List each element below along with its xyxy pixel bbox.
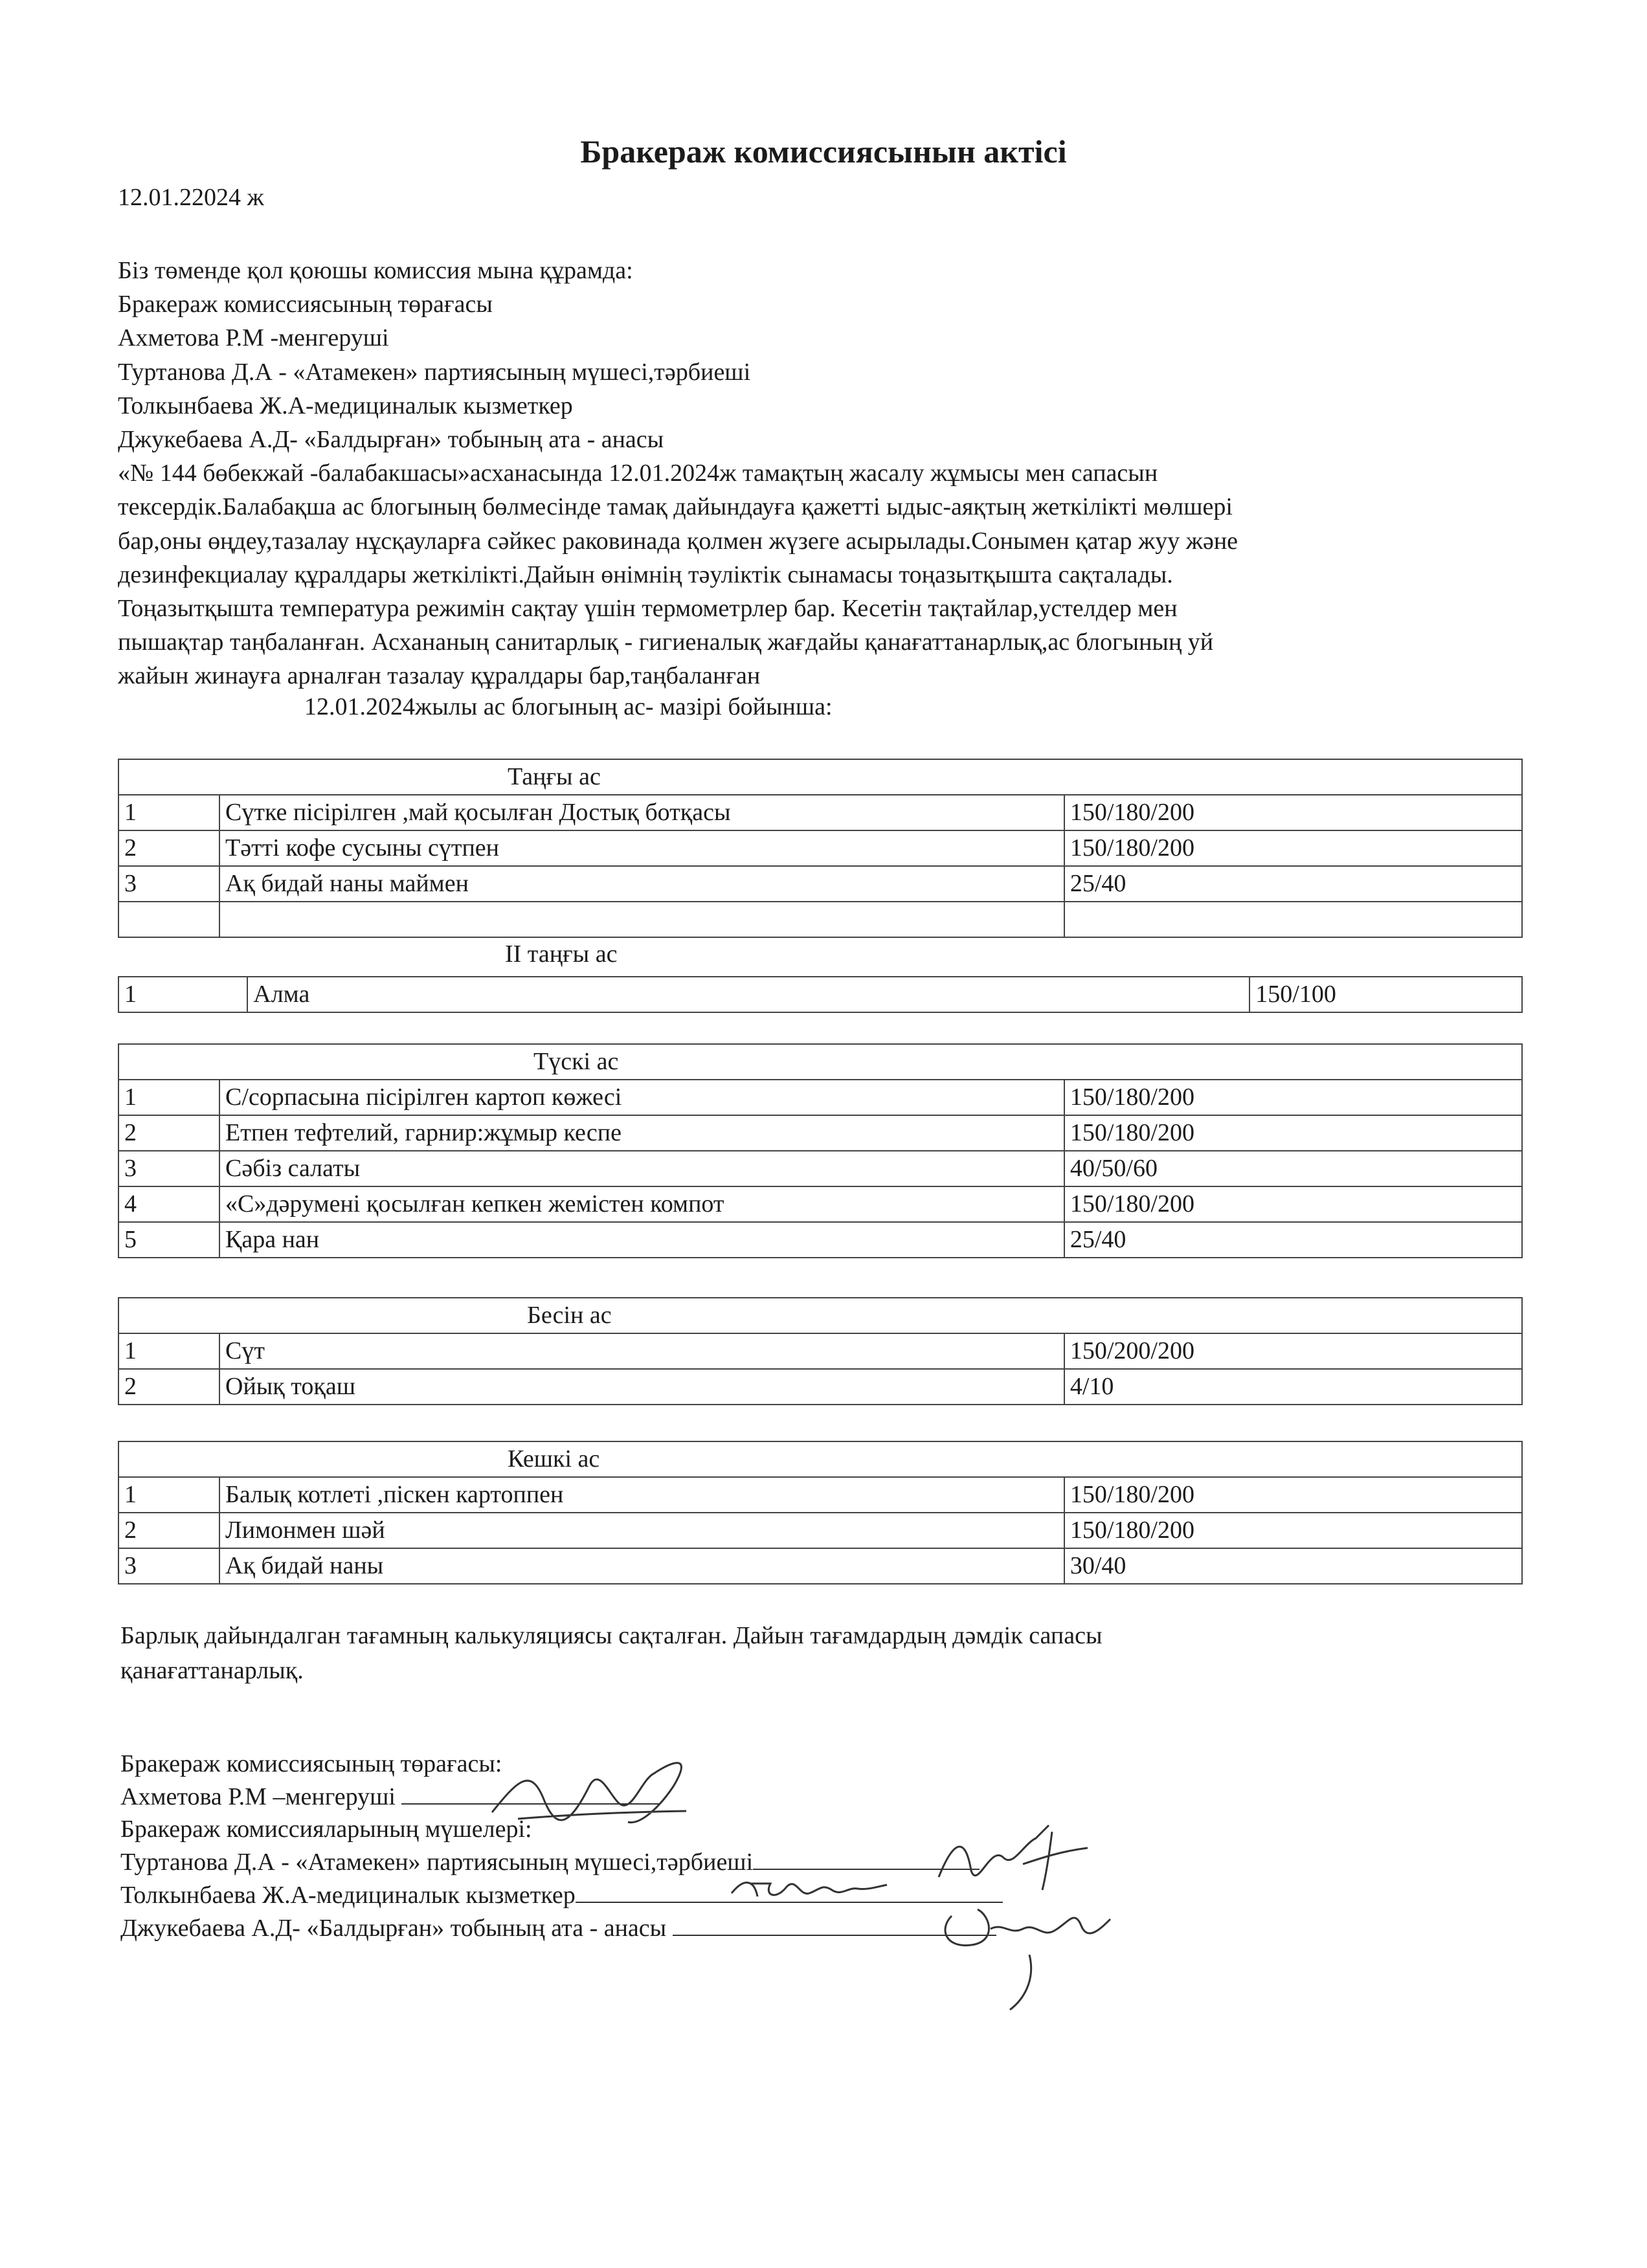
- dish-quantity: 150/180/200: [1064, 1080, 1522, 1115]
- table-row: [118, 1369, 1522, 1405]
- dish-quantity: 30/40: [1064, 1548, 1522, 1584]
- conclusion-line: қанағаттанарлық.: [120, 1657, 304, 1684]
- chair-label: Бракераж комиссиясының төрағасы:: [120, 1750, 502, 1777]
- dish-quantity: 150/200/200: [1064, 1333, 1522, 1369]
- members-label: Бракераж комиссияларының мүшелері:: [120, 1816, 532, 1843]
- table-row: [118, 1080, 1522, 1115]
- dish-quantity: 150/180/200: [1064, 830, 1522, 866]
- row-number: 5: [118, 1222, 219, 1258]
- intro-line: «№ 144 бөбекжай -балабакшасы»асханасында 12.01.2024ж тамақтың жасалу жұмысы мен сапасын: [118, 460, 1158, 487]
- document-date: 12.01.22024 ж: [118, 184, 264, 211]
- intro-line: Джукебаева А.Д- «Балдырған» тобының ата - анасы: [118, 426, 664, 454]
- table-row: [118, 1513, 1522, 1548]
- dinner-table: [118, 1441, 1523, 1584]
- dish-quantity: 40/50/60: [1064, 1151, 1522, 1186]
- table-header-row: [118, 1044, 1522, 1080]
- member2-name: Толкынбаева Ж.А-медициналык кызметкер: [120, 1882, 576, 1909]
- intro-paragraph: [118, 254, 1510, 693]
- dish-name: Сүт: [219, 1333, 1064, 1369]
- table-row: [118, 795, 1522, 830]
- row-number: 3: [118, 1548, 219, 1584]
- table-row: [118, 1186, 1522, 1222]
- intro-line: дезинфекциалау құралдары жеткілікті.Дайын өнімнің тәуліктік сынамасы тоңазытқышта сақталады.: [118, 561, 1173, 588]
- dish-name: Балық котлеті ,піскен картоппен: [219, 1477, 1064, 1513]
- intro-line: Ахметова Р.М -менгеруші: [118, 324, 389, 352]
- dish-quantity: 150/180/200: [1064, 1115, 1522, 1151]
- member1-handwritten-signature: [926, 1819, 1120, 1896]
- table-row-empty: [118, 902, 1522, 937]
- chair-handwritten-signature: [479, 1741, 712, 1838]
- second-breakfast-header: ІІ таңғы ас: [505, 940, 618, 968]
- row-number: 2: [118, 1115, 219, 1151]
- intro-line: тексердік.Балабақша ас блогының бөлмесінде тамақ дайындауға қажетті ыдыс-аяқтың жеткілікті мөлшері: [118, 493, 1233, 521]
- table-row: [118, 1477, 1522, 1513]
- table-header-row: [118, 759, 1522, 795]
- dish-quantity: 150/180/200: [1064, 1477, 1522, 1513]
- breakfast-header: Таңғы ас: [118, 759, 1522, 795]
- dish-quantity: [1064, 902, 1522, 937]
- menu-intro: 12.01.2024жылы ас блогының ас- мазірі бойынша:: [304, 693, 833, 720]
- table-header-row: [118, 1441, 1522, 1477]
- row-number: 1: [118, 1333, 219, 1369]
- dish-quantity: 150/100: [1249, 977, 1522, 1012]
- table-row: [118, 1115, 1522, 1151]
- intro-line: бар,оны өңдеу,тазалау нұсқауларға сәйкес раковинада қолмен жүзеге асырылады.Сонымен қатар жуу және: [118, 527, 1238, 555]
- member2-handwritten-signature: [725, 1871, 893, 1909]
- dish-name: Лимонмен шәй: [219, 1513, 1064, 1548]
- dish-name: Алма: [247, 977, 1249, 1012]
- row-number: 3: [118, 1151, 219, 1186]
- intro-line: пышақтар таңбаланған. Асхананың санитарлық - гигиеналық жағдайы қанағаттанарлық,ас блогының уй: [118, 628, 1214, 656]
- table-row: [118, 866, 1522, 902]
- row-number: 2: [118, 830, 219, 866]
- table-row: [118, 1548, 1522, 1584]
- breakfast-table: [118, 759, 1523, 938]
- intro-line: Тоңазытқышта температура режимін сақтау үшін термометрлер бар. Кесетін тақтайлар,устелдер мен: [118, 595, 1178, 623]
- dish-quantity: 150/180/200: [1064, 1186, 1522, 1222]
- dish-name: Ақ бидай наны маймен: [219, 866, 1064, 902]
- dish-quantity: 4/10: [1064, 1369, 1522, 1405]
- dish-name: Ойық тоқаш: [219, 1369, 1064, 1405]
- dish-name: Сүтке пісірілген ,май қосылған Достық ботқасы: [219, 795, 1064, 830]
- intro-line: жайын жинауға арналған тазалау құралдары бар,таңбаланған: [118, 662, 761, 690]
- chair-name: Ахметова Р.М –менгеруші: [120, 1783, 396, 1810]
- snack-header: Бесін ас: [118, 1298, 1522, 1333]
- member3-signature-line: [120, 1911, 1003, 1944]
- member1-name: Туртанова Д.А - «Атамекен» партиясының мүшесі,тәрбиеші: [120, 1849, 754, 1876]
- lunch-table: [118, 1043, 1523, 1258]
- lunch-header: Түскі ас: [118, 1044, 1522, 1080]
- dish-quantity: 150/180/200: [1064, 1513, 1522, 1548]
- member3-handwritten-signature: [932, 1890, 1139, 2019]
- dish-name: Ақ бидай наны: [219, 1548, 1064, 1584]
- dish-name: Сәбіз салаты: [219, 1151, 1064, 1186]
- intro-line: Толкынбаева Ж.А-медициналык кызметкер: [118, 392, 573, 419]
- document-title: Бракераж комиссиясынын актісі: [580, 133, 1067, 170]
- dish-name: Етпен тефтелий, гарнир:жұмыр кеспе: [219, 1115, 1064, 1151]
- row-number: 3: [118, 866, 219, 902]
- second-breakfast-table: [118, 976, 1523, 1013]
- table-row: [118, 977, 1522, 1012]
- row-number: 2: [118, 1369, 219, 1405]
- conclusion-paragraph: [120, 1618, 1512, 1688]
- table-row: [118, 1151, 1522, 1186]
- row-number: 4: [118, 1186, 219, 1222]
- dish-name: «С»дәрумені қосылған кепкен жемістен компот: [219, 1186, 1064, 1222]
- conclusion-line: Барлық дайындалган тағамның калькуляциясы сақталған. Дайын тағамдардың дәмдік сапасы: [120, 1622, 1103, 1649]
- snack-table: [118, 1297, 1523, 1405]
- row-number: 2: [118, 1513, 219, 1548]
- table-row: [118, 1222, 1522, 1258]
- member3-name: Джукебаева А.Д- «Балдырған» тобының ата - анасы: [120, 1915, 667, 1942]
- table-row: [118, 1333, 1522, 1369]
- row-number: 1: [118, 1477, 219, 1513]
- dish-quantity: 150/180/200: [1064, 795, 1522, 830]
- row-number: 1: [118, 795, 219, 830]
- dish-quantity: 25/40: [1064, 1222, 1522, 1258]
- dish-name: С/сорпасына пісірілген картоп көжесі: [219, 1080, 1064, 1115]
- row-number: 1: [118, 1080, 219, 1115]
- table-header-row: [118, 1298, 1522, 1333]
- dish-name: Тәтті кофе сусыны сүтпен: [219, 830, 1064, 866]
- intro-line: Туртанова Д.А - «Атамекен» партиясының мүшесі,тәрбиеші: [118, 358, 751, 386]
- dish-quantity: 25/40: [1064, 866, 1522, 902]
- intro-line: Бракераж комиссиясының төрағасы: [118, 291, 493, 318]
- table-row: [118, 830, 1522, 866]
- intro-line: Біз төменде қол қоюшы комиссия мына құрамда:: [118, 257, 633, 284]
- dish-name: [219, 902, 1064, 937]
- row-number: 1: [118, 977, 247, 1012]
- row-number: [118, 902, 219, 937]
- dinner-header: Кешкі ас: [118, 1441, 1522, 1477]
- dish-name: Қара нан: [219, 1222, 1064, 1258]
